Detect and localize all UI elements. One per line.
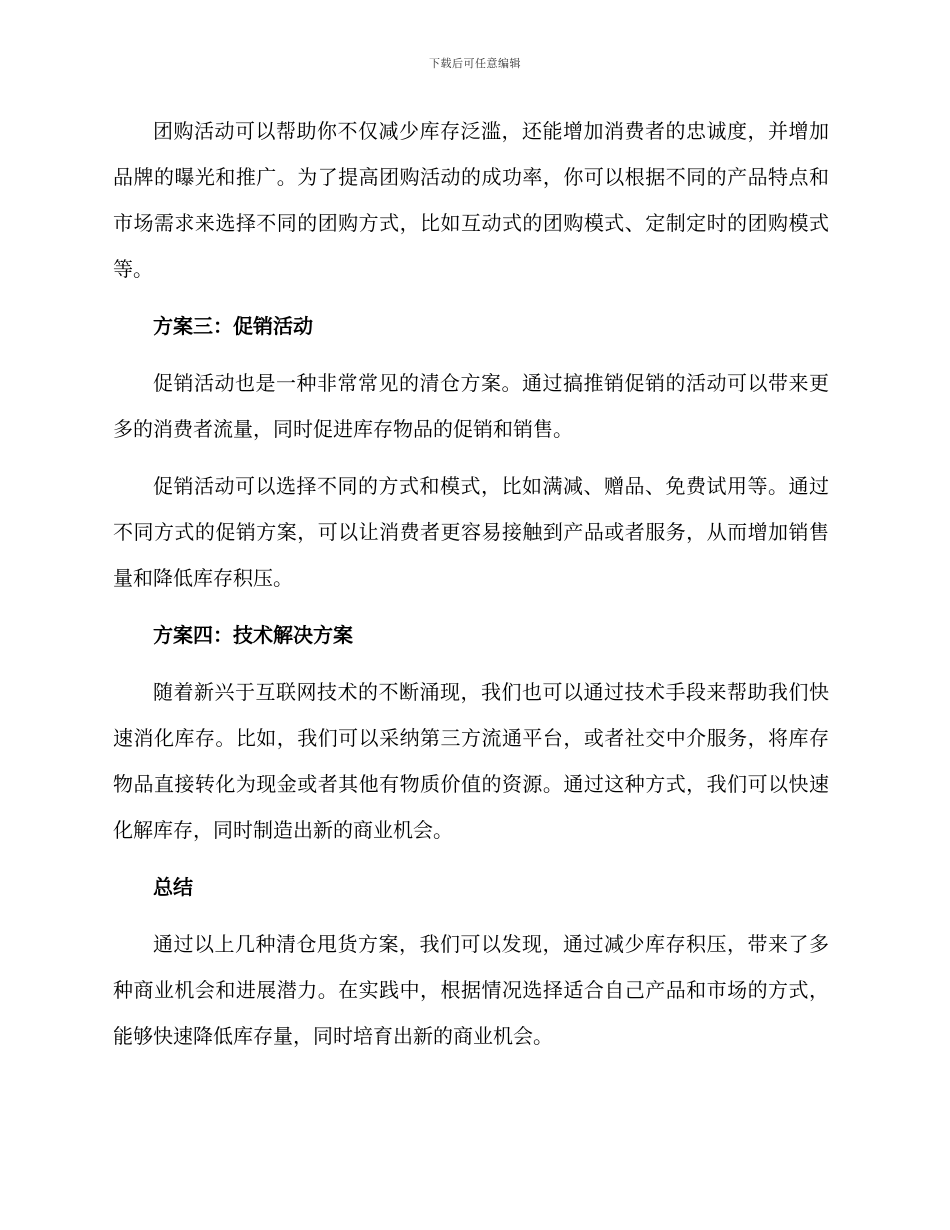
heading-plan-three: 方案三：促销活动 bbox=[153, 314, 313, 338]
header-note: 下载后可任意编辑 bbox=[429, 57, 521, 70]
paragraph-tech-solution: 随着新兴于互联网技术的不断涌现，我们也可以通过技术手段来帮助我们快速消化库存。比如，我们可以采纳第三方流通平台，或者社交中介服务，将库存物品直接转化为现金或者其他有物质价值的资源。通过这种方式，我们可以快速化解库存，同时制造出新的商业机会。 bbox=[113, 680, 829, 842]
paragraph-group-buy-benefits: 团购活动可以帮助你不仅减少库存泛滥，还能增加消费者的忠诚度，并增加品牌的曝光和推广。为了提高团购活动的成功率，你可以根据不同的产品特点和市场需求来选择不同的团购方式，比如互动式的团购模式、定制定时的团购模式等。 bbox=[113, 119, 829, 281]
document-body bbox=[113, 108, 829, 1070]
paragraph-promotion-methods: 促销活动可以选择不同的方式和模式，比如满减、赠品、免费试用等。通过不同方式的促销方案，可以让消费者更容易接触到产品或者服务，从而增加销售量和降低库存积压。 bbox=[113, 474, 829, 590]
paragraph-summary: 通过以上几种清仓甩货方案，我们可以发现，通过减少库存积压，带来了多种商业机会和进展潜力。在实践中，根据情况选择适合自己产品和市场的方式，能够快速降低库存量，同时培育出新的商业机会。 bbox=[113, 932, 829, 1048]
heading-plan-four: 方案四：技术解决方案 bbox=[153, 623, 353, 647]
heading-summary: 总结 bbox=[153, 875, 193, 899]
paragraph-promotion-intro: 促销活动也是一种非常常见的清仓方案。通过搞推销促销的活动可以带来更多的消费者流量，同时促进库存物品的促销和销售。 bbox=[113, 371, 829, 441]
